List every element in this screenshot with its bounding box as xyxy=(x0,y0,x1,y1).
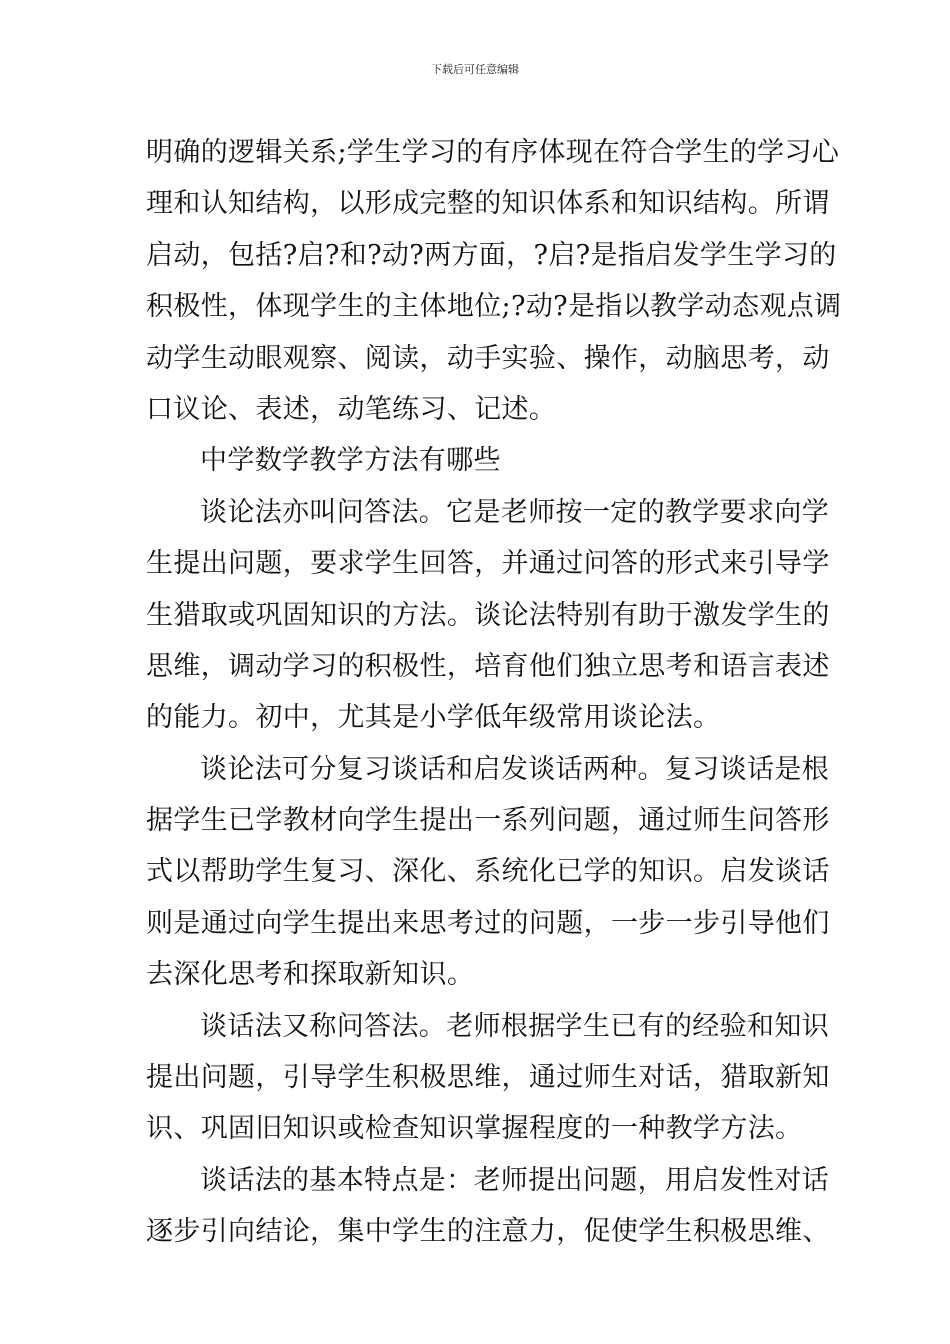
text-line: 生猎取或巩固知识的方法。谈论法特别有助于激发学生的 xyxy=(146,599,830,631)
text-line: 谈论法可分复习谈话和启发谈话两种。复习谈话是根 xyxy=(200,753,830,785)
text-line: 据学生已学教材向学生提出一系列问题，通过师生问答形 xyxy=(146,805,830,837)
text-line: 谈话法又称问答法。老师根据学生已有的经验和知识 xyxy=(200,1010,830,1042)
text-line: 启动，包括?启?和?动?两方面，?启?是指启发学生学习的 xyxy=(146,239,837,271)
text-line: 动学生动眼观察、阅读，动手实验、操作，动脑思考，动 xyxy=(146,342,830,374)
body-text xyxy=(146,127,842,1258)
text-line: 口议论、表述，动笔练习、记述。 xyxy=(146,393,557,425)
text-line: 式以帮助学生复习、深化、系统化已学的知识。启发谈话 xyxy=(146,856,830,888)
text-line: 去深化思考和探取新知识。 xyxy=(146,959,475,991)
text-line: 则是通过向学生提出来思考过的问题，一步一步引导他们 xyxy=(146,907,830,939)
text-line: 识、巩固旧知识或检查知识掌握程度的一种教学方法。 xyxy=(146,1113,803,1145)
text-line: 的能力。初中，尤其是小学低年级常用谈论法。 xyxy=(146,702,721,734)
text-line: 生提出问题，要求学生回答，并通过问答的形式来引导学 xyxy=(146,548,830,580)
text-line: 理和认知结构，以形成完整的知识体系和知识结构。所谓 xyxy=(146,188,830,220)
text-line: 提出问题，引导学生积极思维，通过师生对话，猎取新知 xyxy=(146,1062,830,1094)
text-line: 积极性，体现学生的主体地位;?动?是指以教学动态观点调 xyxy=(146,291,842,323)
text-line: 谈话法的基本特点是：老师提出问题，用启发性对话 xyxy=(200,1164,830,1196)
text-line: 谈论法亦叫问答法。它是老师按一定的教学要求向学 xyxy=(200,496,830,528)
section-heading: 中学数学教学方法有哪些 xyxy=(200,445,501,477)
text-line: 逐步引向结论，集中学生的注意力，促使学生积极思维、 xyxy=(146,1216,830,1248)
text-line: 明确的逻辑关系;学生学习的有序体现在符合学生的学习心 xyxy=(146,137,840,168)
text-line: 思维，调动学习的积极性，培育他们独立思考和语言表述 xyxy=(146,650,830,682)
header-note: 下载后可任意编辑 xyxy=(431,63,519,76)
